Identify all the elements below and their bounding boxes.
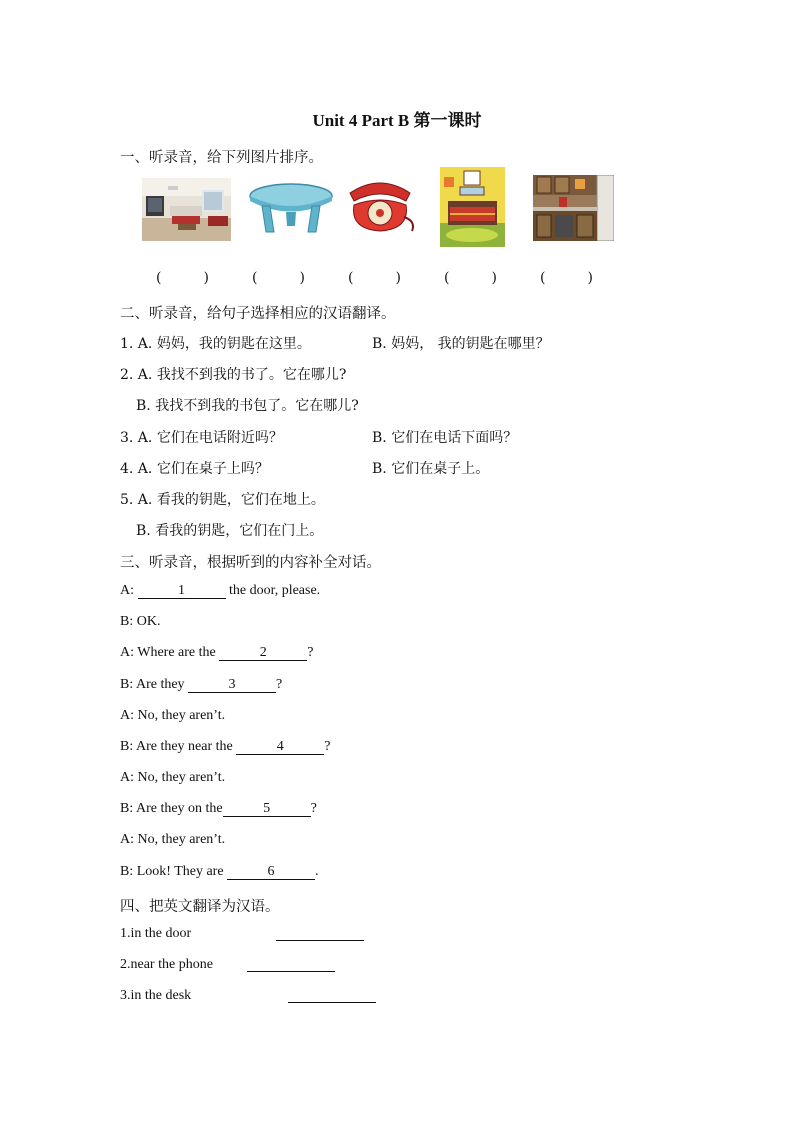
dialogue-line-6: B: Are they near the 4 ? <box>120 739 331 754</box>
kitchen-icon <box>533 175 614 241</box>
page-title: Unit 4 Part B 第一课时 <box>312 111 482 130</box>
dialogue-line-9: A: No, they aren’t. <box>120 832 226 847</box>
answer-paren-4[interactable]: ( ) <box>444 270 497 286</box>
blank-2[interactable]: 2 <box>219 645 307 661</box>
translate-blank-2[interactable] <box>247 957 335 972</box>
q3-option-b: B. 它们在电话下面吗？ <box>372 430 518 446</box>
phone-icon <box>344 177 416 235</box>
dialogue-line-3: A: Where are the 2 ? <box>120 645 314 660</box>
dialogue-line-10: B: Look! They are 6 . <box>120 864 319 879</box>
blank-3[interactable]: 3 <box>188 677 276 693</box>
answer-paren-2[interactable]: ( ) <box>252 270 305 286</box>
dialogue-line-8: B: Are they on the 5 ? <box>120 801 317 816</box>
q1-option-a: 1. A. 妈妈，我的钥匙在这里。 <box>120 336 311 352</box>
living-room-icon <box>142 178 231 241</box>
q4-option-b: B. 它们在桌子上。 <box>372 461 490 477</box>
blank-1[interactable]: 1 <box>138 583 226 599</box>
table-icon <box>248 182 334 234</box>
q2-option-a: 2. A. 我找不到我的书了。它在哪儿? <box>120 367 347 383</box>
section2-heading: 二、听录音，给句子选择相应的汉语翻译。 <box>120 306 396 322</box>
translate-item-3: 3.in the desk <box>120 988 192 1003</box>
q5-option-b: B. 看我的钥匙，它们在门上。 <box>136 523 324 539</box>
answer-paren-5[interactable]: ( ) <box>540 270 593 286</box>
dialogue-line-1: A: 1 the door, please. <box>120 583 321 598</box>
section3-heading: 三、听录音，根据听到的内容补全对话。 <box>120 555 381 571</box>
q4-option-a: 4. A. 它们在桌子上吗？ <box>120 461 269 477</box>
translate-item-1: 1.in the door <box>120 926 192 941</box>
q2-option-b: B. 我找不到我的书包了。它在哪儿? <box>136 398 359 414</box>
q5-option-a: 5. A. 看我的钥匙，它们在地上。 <box>120 492 325 508</box>
blank-6[interactable]: 6 <box>227 864 315 880</box>
section1-heading: 一、听录音，给下列图片排序。 <box>120 150 323 166</box>
translate-blank-3[interactable] <box>288 988 376 1003</box>
section4-heading: 四、把英文翻译为汉语。 <box>120 899 280 915</box>
translate-blank-1[interactable] <box>276 926 364 941</box>
q1-option-b: B. 妈妈， 我的钥匙在哪里？ <box>372 336 550 352</box>
dialogue-line-5: A: No, they aren’t. <box>120 708 226 723</box>
dialogue-line-4: B: Are they 3 ? <box>120 677 283 692</box>
dialogue-line-7: A: No, they aren’t. <box>120 770 226 785</box>
translate-item-2: 2.near the phone <box>120 957 213 972</box>
blank-4[interactable]: 4 <box>236 739 324 755</box>
answer-paren-1[interactable]: ( ) <box>156 270 209 286</box>
blank-5[interactable]: 5 <box>223 801 311 817</box>
answer-paren-3[interactable]: ( ) <box>348 270 401 286</box>
q3-option-a: 3. A. 它们在电话附近吗？ <box>120 430 283 446</box>
bedroom-icon <box>440 167 505 247</box>
dialogue-line-2: B: OK. <box>120 614 161 629</box>
